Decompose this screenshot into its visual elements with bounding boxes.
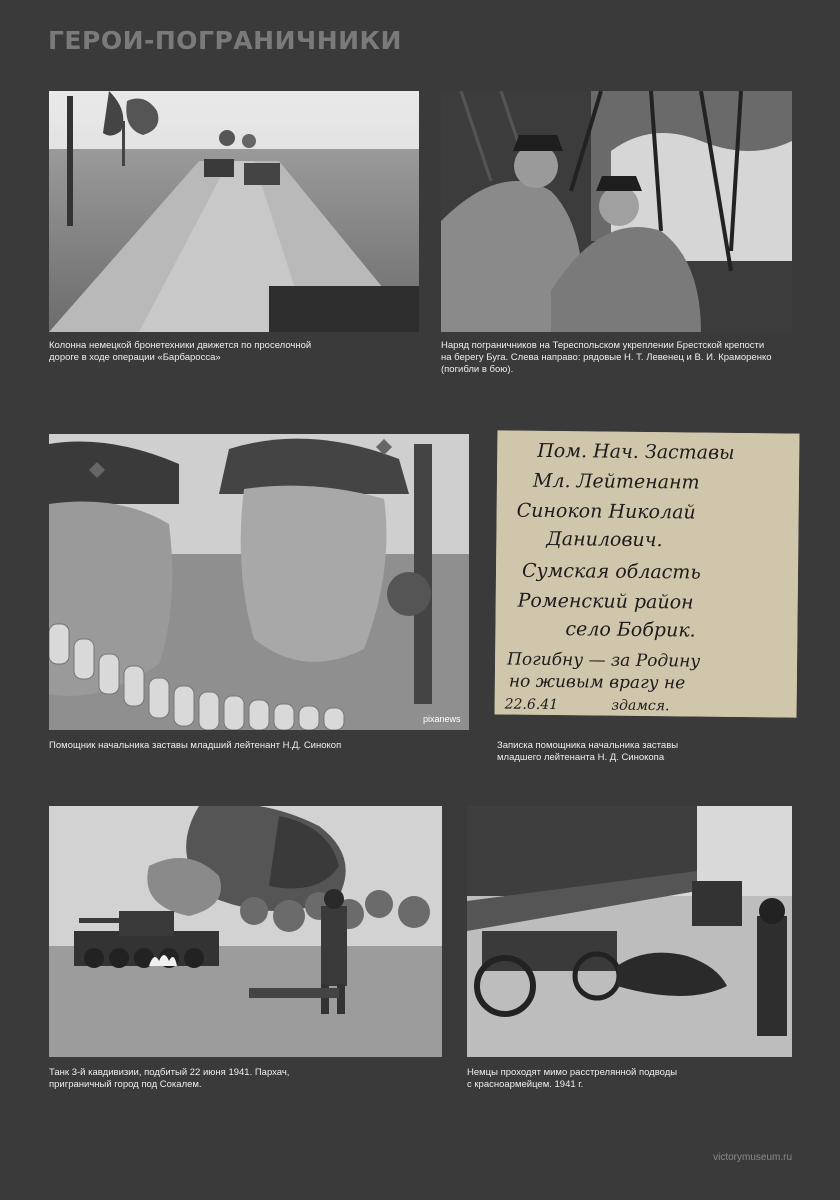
- photo-border-guards: [441, 91, 792, 332]
- burning-tank-image: [49, 806, 442, 1057]
- site-url[interactable]: victorymuseum.ru: [713, 1152, 792, 1163]
- photo-caption: Немцы проходят мимо расстрелянной подводы с красноармейцем. 1941 г.: [467, 1067, 678, 1090]
- note-line: Сумская область: [521, 559, 701, 584]
- note-line: Синокоп Николай: [516, 499, 696, 524]
- border-guards-image: [441, 91, 792, 332]
- note-line: Мл. Лейтенант: [532, 469, 700, 494]
- photo-caption: Колонна немецкой бронетехники движется по проселочной дороге в ходе операции «Барбаросса»: [49, 340, 312, 363]
- photo-burning-tank: [49, 806, 442, 1057]
- shot-cart-image: [467, 806, 792, 1057]
- note-line: село Бобрик.: [565, 618, 696, 642]
- photo-caption: Наряд пограничников на Тереспольском укреплении Брестской крепости на берегу Буга. Слева направо: рядовые Н. Т. Левенец и В. И. Краморенко (погибли в бою).: [441, 340, 772, 375]
- page-title: ГЕРОИ-ПОГРАНИЧНИКИ: [48, 26, 402, 55]
- road-column-image: [49, 91, 419, 332]
- photo-watermark: pixanews: [423, 714, 461, 724]
- note-line: Пом. Нач. Заставы: [537, 439, 735, 464]
- photo-caption: Танк 3-й кавдивизии, подбитый 22 июня 1941. Пархач, приграничный город под Сокалем.: [49, 1067, 290, 1090]
- photo-caption: Записка помощника начальника заставы младшего лейтенанта Н. Д. Синокопа: [497, 740, 679, 763]
- photo-machine-gunners: [49, 434, 469, 730]
- note-paper: [495, 430, 800, 717]
- photo-caption: Помощник начальника заставы младший лейтенант Н.Д. Синокоп: [49, 740, 342, 751]
- note-line: но живым врагу не: [508, 671, 686, 694]
- note-line: Данилович.: [546, 527, 663, 552]
- photo-shot-cart: [467, 806, 792, 1057]
- note-line: Роменский район: [517, 589, 694, 614]
- note-line: Погибну — за Родину: [506, 649, 701, 672]
- handwritten-note: [495, 430, 800, 717]
- machine-gunners-image: [49, 434, 469, 730]
- photo-road-column: [49, 91, 419, 332]
- note-line: 22.6.41 здамся.: [504, 696, 670, 715]
